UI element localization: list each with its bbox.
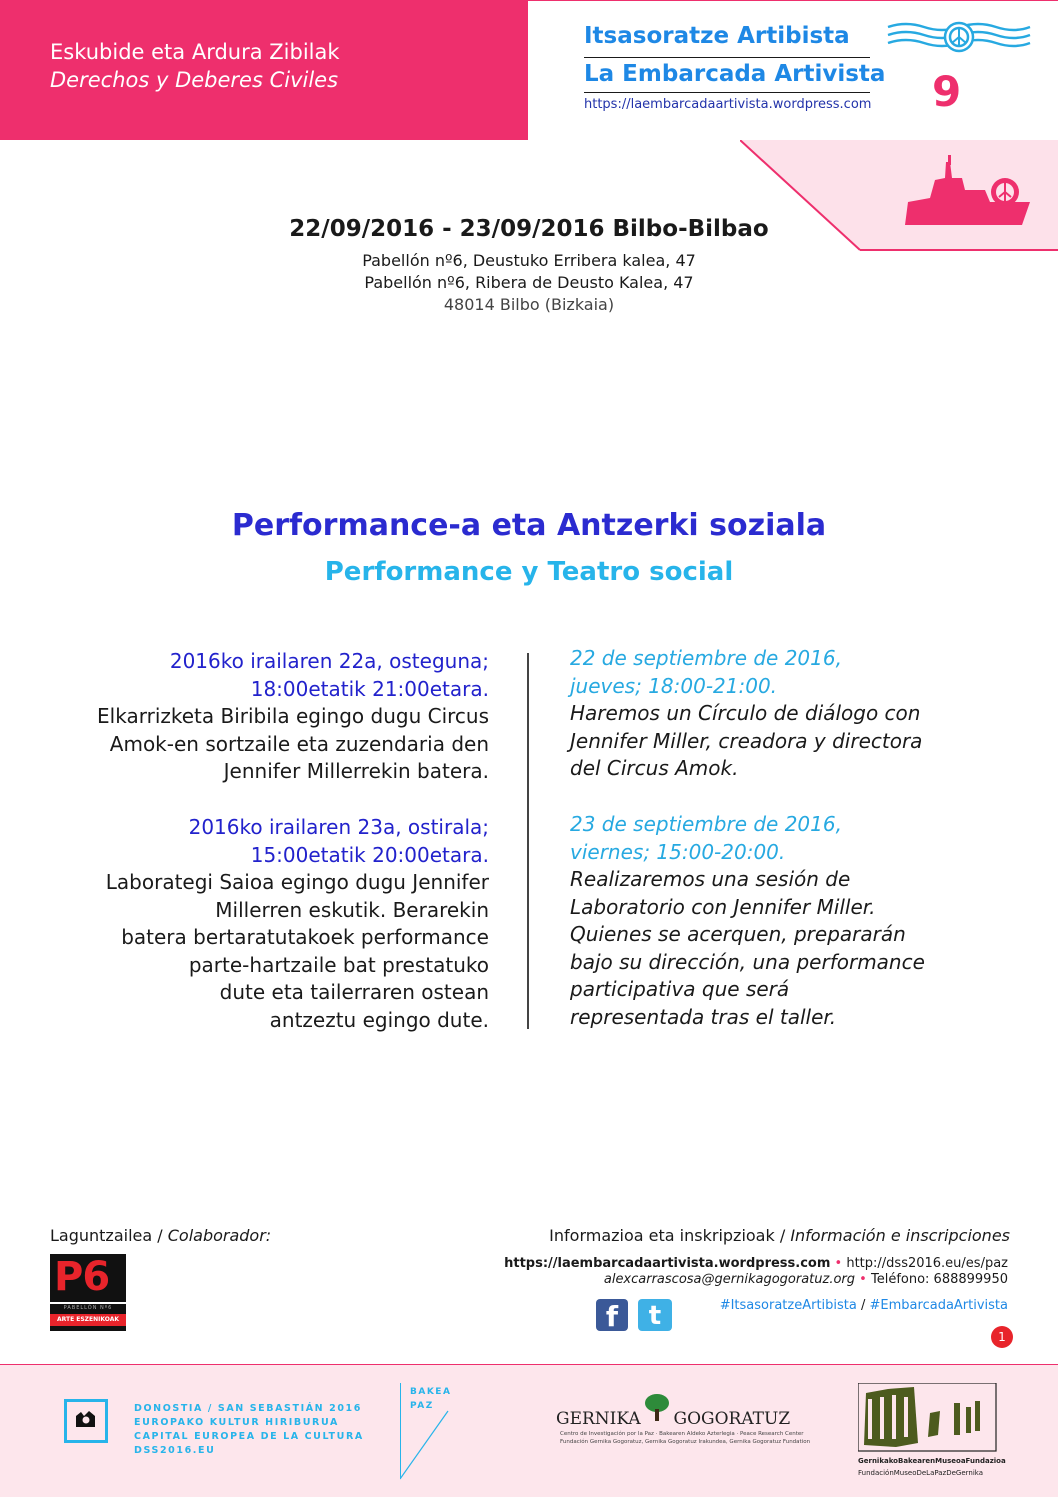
facebook-icon[interactable]: f xyxy=(596,1299,628,1331)
session-text-line: Elkarrizketa Biribila egingo dugu Circus xyxy=(97,704,489,728)
project-url[interactable]: https://laembarcadaartivista.wordpress.com xyxy=(584,97,872,112)
header-topic-banner xyxy=(0,0,528,140)
session-text-line: del Circus Amok. xyxy=(570,756,739,780)
session-date: 2016ko irailaren 22a, osteguna; xyxy=(169,649,489,673)
session-text-line: representada tras el taller. xyxy=(570,1004,837,1029)
gernika-gogoratuz-sub: Centro de Investigación por la Paz · Bakearen Aldeko Azterlegia · Peace Research Center xyxy=(560,1431,804,1437)
info-heading: Informazioa eta inskripzioak / Información e inscripciones xyxy=(549,1226,1010,1245)
address-es: Pabellón nº6, Ribera de Deusto Kalea, 47 xyxy=(364,273,694,292)
session-time: jueves; 18:00-21:00. xyxy=(570,673,778,698)
project-title-es: La Embarcada Artivista xyxy=(584,61,886,87)
dss-text-line: CAPITAL EUROPEA DE LA CULTURA xyxy=(134,1431,364,1442)
bakea-paz-line-graphic xyxy=(400,1409,450,1481)
footer-sponsors xyxy=(0,1364,1058,1497)
project-title-eu: Itsasoratze Artibista xyxy=(584,23,850,49)
divider xyxy=(584,92,870,93)
session-time: 18:00etatik 21:00etara. xyxy=(250,676,489,701)
address-city: 48014 Bilbo (Bizkaia) xyxy=(443,295,615,314)
paz-label: PAZ xyxy=(410,1401,434,1411)
session-text-line: dute eta tailerraren ostean xyxy=(219,980,489,1004)
session-text-line: participativa que será xyxy=(570,977,790,1001)
p6-logo xyxy=(50,1254,126,1331)
museo-paz-logo-icon xyxy=(858,1383,998,1453)
event-dates: 22/09/2016 - 23/09/2016 Bilbo-Bilbao xyxy=(289,216,769,242)
session-time: 15:00etatik 20:00etara. xyxy=(250,842,489,867)
dss2016-logo-icon xyxy=(67,1402,105,1440)
project-url-link[interactable]: https://laembarcadaartivista.wordpress.com xyxy=(504,1256,831,1271)
address-eu: Pabellón nº6, Deustuko Erribera kalea, 47 xyxy=(362,251,696,270)
p6-logo-sub: PABELLÓN Nº6 xyxy=(63,1305,113,1311)
dss-text-line: EUROPAKO KULTUR HIRIBURUA xyxy=(134,1417,339,1428)
collaborator-label: Laguntzailea / Colaborador: xyxy=(50,1226,272,1245)
session-text-line: Laboratorio con Jennifer Miller. xyxy=(570,894,876,919)
dss2016-logo xyxy=(64,1399,108,1443)
session-text-line: bajo su dirección, una performance xyxy=(570,949,925,974)
title-eu: Performance-a eta Antzerki soziala xyxy=(231,508,827,543)
bakea-label: BAKEA xyxy=(410,1387,452,1397)
postmark-stamp-icon xyxy=(886,17,1032,61)
session-text-line: Realizaremos una sesión de xyxy=(570,867,851,891)
divider xyxy=(50,1302,126,1304)
twitter-icon[interactable]: t xyxy=(638,1299,672,1331)
hashtag-es[interactable]: #EmbarcadaArtivista xyxy=(869,1298,1008,1313)
title-es: Performance y Teatro social xyxy=(324,557,734,587)
dss-url-link[interactable]: http://dss2016.eu/es/paz xyxy=(846,1256,1008,1271)
session-text-line: Millerren eskutik. Berarekin xyxy=(215,897,489,922)
session-text-line: Jennifer Millerrekin batera. xyxy=(223,759,489,783)
issue-number: 9 xyxy=(932,67,962,116)
right-session-2 xyxy=(570,811,1010,1031)
column-separator xyxy=(527,653,529,1029)
session-text-line: antzeztu egingo dute. xyxy=(269,1007,489,1032)
session-text-line: Haremos un Círculo de diálogo con xyxy=(570,701,921,725)
header-project xyxy=(528,0,1058,140)
info-urls: https://laembarcadaartivista.wordpress.com • http://dss2016.eu/es/paz xyxy=(504,1256,1008,1271)
dss-text-line: DONOSTIA / SAN SEBASTIÁN 2016 xyxy=(134,1403,362,1414)
session-text-line: Laborategi Saioa egingo dugu Jennifer xyxy=(105,870,489,894)
session-time: viernes; 15:00-20:00. xyxy=(570,839,786,864)
session-date: 22 de septiembre de 2016, xyxy=(570,646,842,670)
session-date: 23 de septiembre de 2016, xyxy=(570,812,842,836)
email-link[interactable]: alexcarrascosa@gernikagogoratuz.org xyxy=(603,1272,856,1287)
topic-es: Derechos y Deberes Civiles xyxy=(50,68,339,92)
session-text-line: Amok-en sortzaile eta zuzendaria den xyxy=(109,731,489,756)
session-date: 2016ko irailaren 23a, ostirala; xyxy=(188,815,489,839)
session-text-line: batera bertaratutakoek performance xyxy=(121,925,489,949)
divider xyxy=(584,57,870,58)
page-badge: 1 xyxy=(991,1326,1013,1348)
museo-paz-label: FundaciónMuseoDeLaPazDeGernika xyxy=(858,1469,984,1477)
phone: Teléfono: 688899950 xyxy=(870,1272,1008,1287)
gernika-gogoratuz-logo: GERNIKA GOGORATUZ xyxy=(556,1409,791,1429)
dss-text-line: DSS2016.EU xyxy=(134,1445,216,1456)
p6-logo-text: P6 xyxy=(54,1254,110,1300)
hashtags: #ItsasoratzeArtibista / #EmbarcadaArtivista xyxy=(719,1298,1008,1313)
p6-logo-strip: ARTE ESZENIKOAK xyxy=(50,1314,126,1326)
hashtag-eu[interactable]: #ItsasoratzeArtibista xyxy=(719,1298,857,1313)
tree-icon xyxy=(644,1393,670,1423)
topic-eu: Eskubide eta Ardura Zibilak xyxy=(50,40,340,64)
gernika-gogoratuz-sub: Fundación Gernika Gogoratuz, Gernika Gogoratuz Irakundea, Gernika Gogoratuz Fundation xyxy=(560,1439,811,1445)
info-contact: alexcarrascosa@gernikagogoratuz.org • Teléfono: 688899950 xyxy=(603,1272,1008,1287)
left-session-1 xyxy=(40,648,489,786)
session-text-line: parte-hartzaile bat prestatuko xyxy=(188,952,489,977)
left-session-2 xyxy=(40,814,489,1034)
session-text-line: Quienes se acerquen, prepararán xyxy=(570,922,906,946)
museo-paz-label: GernikakoBakearenMuseoaFundazioa xyxy=(858,1457,1006,1465)
right-session-1 xyxy=(570,645,1010,783)
session-text-line: Jennifer Miller, creadora y directora xyxy=(570,728,923,753)
